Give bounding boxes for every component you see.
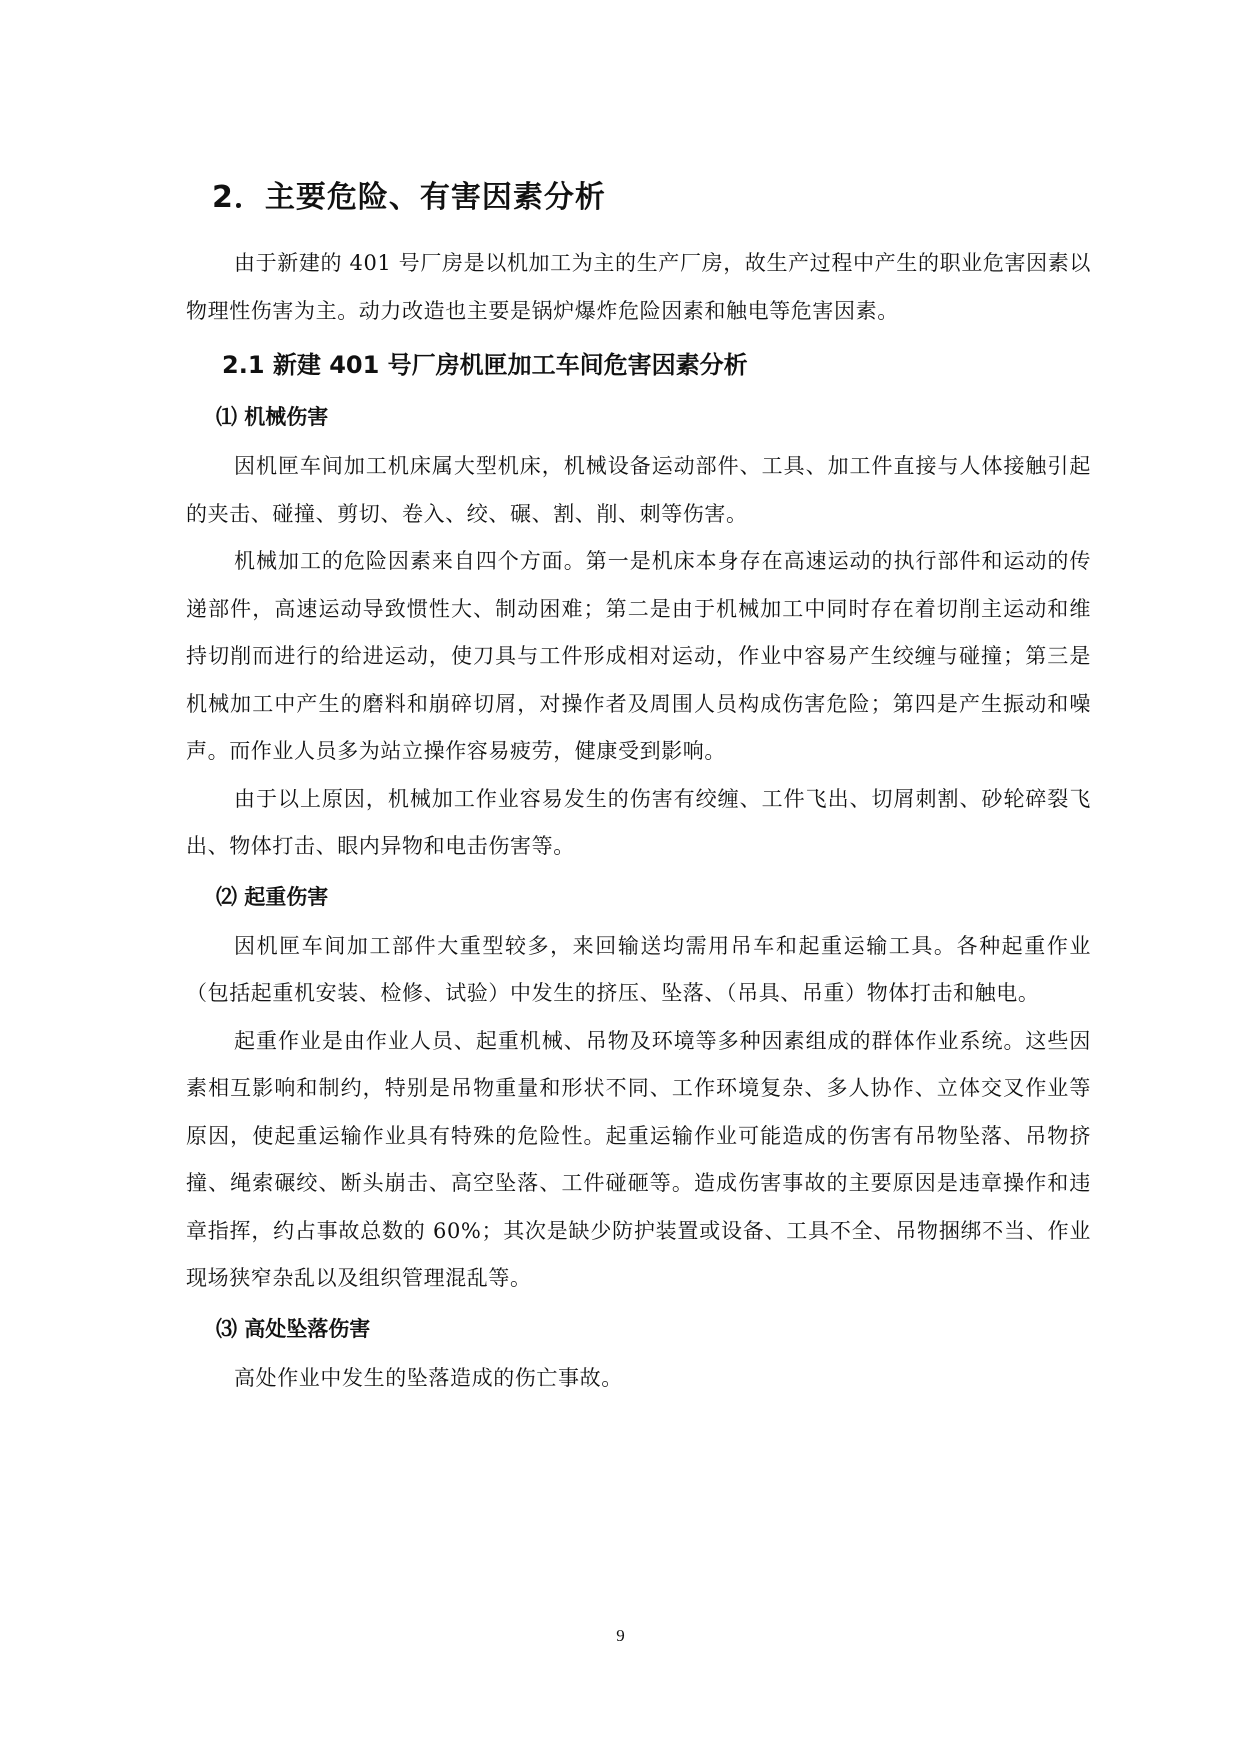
section-title: 2.1 新建 401 号厂房机匣加工车间危害因素分析: [222, 351, 748, 379]
page-number: 9: [616, 1626, 625, 1645]
document-body: [186, 168, 1091, 1402]
lifting-injury-paragraph-1: 因机匣车间加工部件大重型较多，来回输送均需用吊车和起重运输工具。各种起重作业（包括起重机安装、检修、试验）中发生的挤压、坠落、（吊具、吊重）物体打击和触电。: [186, 933, 1091, 1005]
mechanical-injury-paragraph-3: 由于以上原因，机械加工作业容易发生的伤害有绞缠、工件飞出、切屑刺割、砂轮碎裂飞出、物体打击、眼内异物和电击伤害等。: [186, 786, 1091, 858]
subsection-title-mechanical-injury: ⑴ 机械伤害: [216, 405, 329, 429]
mechanical-injury-paragraph-2: 机械加工的危险因素来自四个方面。第一是机床本身存在高速运动的执行部件和运动的传递部件，高速运动导致惯性大、制动困难；第二是由于机械加工中同时存在着切削主运动和维持切削而进行的给进运动，使刀具与工件形成相对运动，作业中容易产生绞缠与碰撞；第三是机械加工中产生的磨料和崩碎切屑，对操作者及周围人员构成伤害危险；第四是产生振动和噪声。而作业人员多为站立操作容易疲劳，健康受到影响。: [186, 549, 1091, 763]
fall-injury-paragraph-1: 高处作业中发生的坠落造成的伤亡事故。: [234, 1365, 623, 1390]
subsection-title-fall-injury: ⑶ 高处坠落伤害: [216, 1316, 371, 1341]
subsection-title-lifting-injury: ⑵ 起重伤害: [216, 884, 329, 909]
lifting-injury-paragraph-2: 起重作业是由作业人员、起重机械、吊物及环境等多种因素组成的群体作业系统。这些因素相互影响和制约，特别是吊物重量和形状不同、工作环境复杂、多人协作、立体交叉作业等原因，使起重运输作业具有特殊的危险性。起重运输作业可能造成的伤害有吊物坠落、吊物挤撞、绳索碾绞、断头崩击、高空坠落、工件碰砸等。造成伤害事故的主要原因是违章操作和违章指挥，约占事故总数的 60%；其次是缺少防护装置或设备、工具不全、吊物捆绑不当、作业现场狭窄杂乱以及组织管理混乱等。: [186, 1028, 1091, 1290]
mechanical-injury-paragraph-1: 因机匣车间加工机床属大型机床，机械设备运动部件、工具、加工件直接与人体接触引起的夹击、碰撞、剪切、卷入、绞、碾、割、削、刺等伤害。: [186, 454, 1091, 526]
intro-paragraph: 由于新建的 401 号厂房是以机加工为主的生产厂房，故生产过程中产生的职业危害因素以物理性伤害为主。动力改造也主要是锅炉爆炸危险因素和触电等危害因素。: [186, 251, 1091, 323]
chapter-title: 2．主要危险、有害因素分析: [212, 180, 606, 215]
